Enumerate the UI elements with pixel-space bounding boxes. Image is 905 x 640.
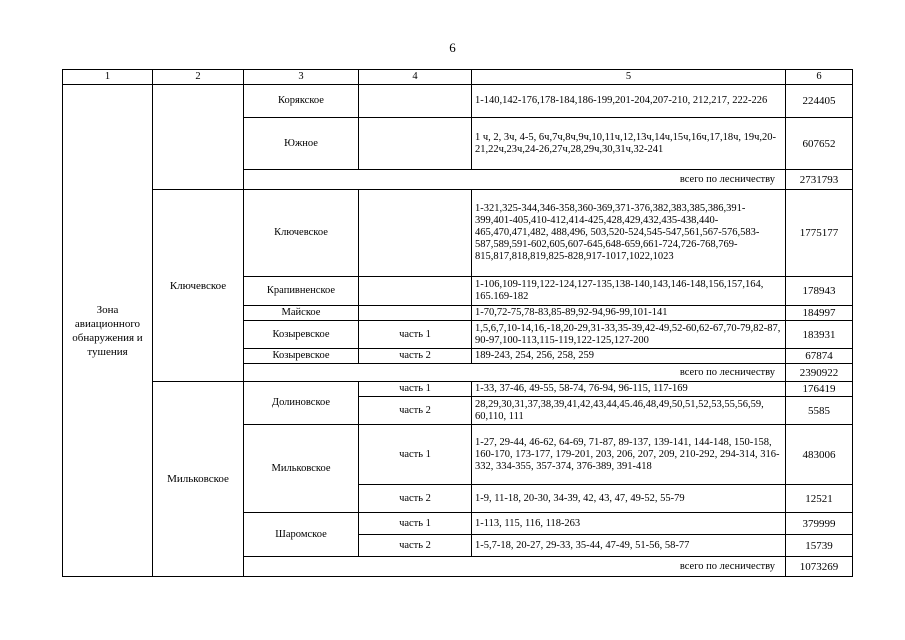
- quarters-cell: 1-106,109-119,122-124,127-135,138-140,143,146-148,156,157,164, 165.169-182: [472, 277, 786, 306]
- total-value: 2731793: [786, 170, 853, 190]
- subforestry-cell: Козыревское: [244, 349, 359, 364]
- header-col-6: 6: [786, 70, 853, 85]
- page-number: 6: [449, 40, 456, 55]
- area-cell: 67874: [786, 349, 853, 364]
- header-row: [63, 70, 853, 85]
- quarters-cell: 1 ч, 2, 3ч, 4-5, 6ч,7ч,8ч,9ч,10,11ч,12,13ч,14ч,15ч,16ч,17,18ч, 19ч,20-21,22ч,23ч,24-26,27ч,28,29ч,30,31ч,32-241: [472, 118, 786, 170]
- area-cell: 483006: [786, 425, 853, 485]
- total-label: всего по лесничеству: [244, 557, 786, 577]
- area-cell: 5585: [786, 397, 853, 425]
- quarters-cell: 189-243, 254, 256, 258, 259: [472, 349, 786, 364]
- total-label: всего по лесничеству: [244, 170, 786, 190]
- quarters-cell: 1-70,72-75,78-83,85-89,92-94,96-99,101-141: [472, 306, 786, 321]
- area-cell: 178943: [786, 277, 853, 306]
- part-cell: часть 2: [359, 485, 472, 513]
- subforestry-cell: Шаромское: [244, 513, 359, 557]
- quarters-cell: 1-33, 37-46, 49-55, 58-74, 76-94, 96-115, 117-169: [472, 382, 786, 397]
- quarters-cell: 1-27, 29-44, 46-62, 64-69, 71-87, 89-137, 139-141, 144-148, 150-158, 160-170, 173-177, 179-201, 203, 206, 207, 209, 210-292, 294-314, 316-332, 334-355, 357-374, 376-389, 391-418: [472, 425, 786, 485]
- forestry-group-cell: Ключевское: [153, 190, 244, 382]
- part-cell: часть 1: [359, 382, 472, 397]
- total-value: 1073269: [786, 557, 853, 577]
- part-cell: [359, 118, 472, 170]
- part-cell: [359, 85, 472, 118]
- subforestry-cell: Майское: [244, 306, 359, 321]
- quarters-cell: 28,29,30,31,37,38,39,41,42,43,44,45.46,48,49,50,51,52,53,55,56,59, 60,110, 111: [472, 397, 786, 425]
- part-cell: часть 2: [359, 535, 472, 557]
- header-col-3: 3: [244, 70, 359, 85]
- area-cell: 607652: [786, 118, 853, 170]
- quarters-cell: 1-140,142-176,178-184,186-199,201-204,207-210, 212,217, 222-226: [472, 85, 786, 118]
- subforestry-cell: Козыревское: [244, 321, 359, 349]
- header-col-4: 4: [359, 70, 472, 85]
- part-cell: часть 2: [359, 397, 472, 425]
- header-col-1: 1: [63, 70, 153, 85]
- part-cell: часть 1: [359, 425, 472, 485]
- subforestry-cell: Корякское: [244, 85, 359, 118]
- subforestry-cell: Крапивненское: [244, 277, 359, 306]
- table-row: [63, 190, 853, 277]
- quarters-cell: 1-113, 115, 116, 118-263: [472, 513, 786, 535]
- header-col-5: 5: [472, 70, 786, 85]
- zone-cell: Зона авиационного обнаружения и тушения: [63, 85, 153, 577]
- forestry-table: [62, 69, 853, 577]
- quarters-cell: 1-5,7-18, 20-27, 29-33, 35-44, 47-49, 51-56, 58-77: [472, 535, 786, 557]
- quarters-cell: 1,5,6,7,10-14,16,-18,20-29,31-33,35-39,42-49,52-60,62-67,70-79,82-87, 90-97,100-113,115-119,122-125,127-200: [472, 321, 786, 349]
- area-cell: 184997: [786, 306, 853, 321]
- area-cell: 1775177: [786, 190, 853, 277]
- part-cell: часть 1: [359, 321, 472, 349]
- area-cell: 12521: [786, 485, 853, 513]
- quarters-cell: 1-321,325-344,346-358,360-369,371-376,382,383,385,386,391-399,401-405,410-412,414-425,428,429,432,435-438,440-465,470,471,482, 488,496, 503,520-524,545-547,561,567-576,583-587,589,591-602,605,607-645,648-659,661-724,726-768,769-815,817,818,819,825-828,917-1017,1022,1023: [472, 190, 786, 277]
- part-cell: [359, 277, 472, 306]
- header-col-2: 2: [153, 70, 244, 85]
- part-cell: часть 1: [359, 513, 472, 535]
- subforestry-cell: Долиновское: [244, 382, 359, 425]
- subforestry-cell: Ключевское: [244, 190, 359, 277]
- table-row: [63, 382, 853, 397]
- forestry-group-cell: Мильковское: [153, 382, 244, 577]
- table-row: [63, 85, 853, 118]
- area-cell: 15739: [786, 535, 853, 557]
- quarters-cell: 1-9, 11-18, 20-30, 34-39, 42, 43, 47, 49-52, 55-79: [472, 485, 786, 513]
- area-cell: 224405: [786, 85, 853, 118]
- forestry-group-cell: [153, 85, 244, 190]
- area-cell: 379999: [786, 513, 853, 535]
- subforestry-cell: Южное: [244, 118, 359, 170]
- area-cell: 183931: [786, 321, 853, 349]
- total-label: всего по лесничеству: [244, 364, 786, 382]
- subforestry-cell: Мильковское: [244, 425, 359, 513]
- part-cell: [359, 306, 472, 321]
- part-cell: часть 2: [359, 349, 472, 364]
- part-cell: [359, 190, 472, 277]
- area-cell: 176419: [786, 382, 853, 397]
- total-value: 2390922: [786, 364, 853, 382]
